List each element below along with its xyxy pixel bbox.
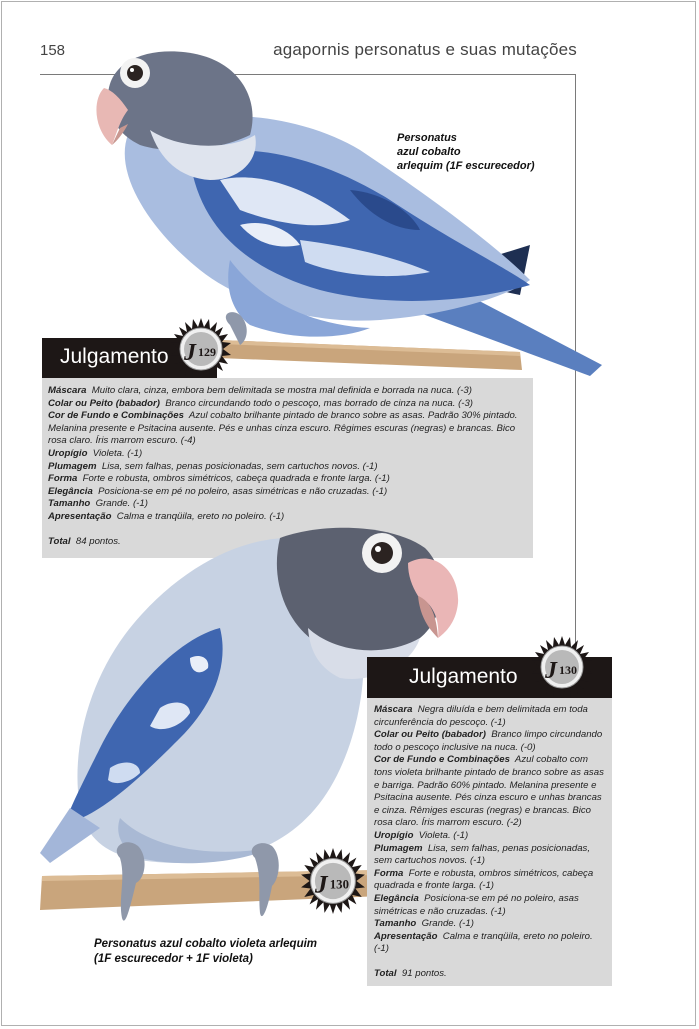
criterion-label: Cor de Fundo e Combinações — [374, 754, 510, 766]
criterion — [374, 931, 606, 956]
bird2-badge-stamp — [531, 636, 593, 698]
criterion-label: Uropígio — [48, 447, 88, 459]
badge-number: 130 — [329, 877, 349, 892]
bird2-caption-line: Personatus azul cobalto violeta arlequim — [94, 938, 318, 950]
criterion-text: Forte e robusta, ombros simétricos, cabeça quadrada e fronte larga. (-1) — [374, 867, 594, 892]
criterion-label: Máscara — [48, 385, 87, 396]
total-label: Total — [48, 535, 71, 547]
criterion-text: Violeta. (-1) — [418, 829, 469, 841]
bird2-photo-badge-stamp — [300, 848, 366, 914]
criterion-text: Branco limpo circundando todo o pescoço inclusive na nuca. (-0) — [374, 729, 603, 753]
total-label: Total — [374, 967, 397, 979]
criterion-label: Elegância — [48, 485, 93, 497]
bird1-photo — [90, 40, 610, 385]
criterion-text: Forte e robusta, ombros simétricos, cabeça quadrada e fronte larga. (-1) — [82, 473, 390, 485]
running-title: agapornis personatus e suas mutações — [273, 40, 577, 59]
criterion — [374, 830, 606, 843]
badge-number: 129 — [198, 345, 216, 359]
criterion — [48, 398, 527, 411]
criterion-label: Plumagem — [374, 842, 423, 854]
criterion — [374, 704, 606, 729]
criterion-text: Lisa, sem falhas, penas posicionadas, sem cartuchos novos. (-1) — [374, 842, 590, 867]
criterion — [48, 448, 527, 461]
criterion-text: Calma e tranqüila, ereto no poleiro. (-1) — [116, 510, 285, 522]
criterion-label: Colar ou Peito (babador) — [48, 397, 160, 409]
badge-letter: J — [184, 340, 196, 366]
criterion — [374, 754, 606, 830]
criterion-text: Grande. (-1) — [421, 918, 474, 930]
criterion-label: Tamanho — [374, 918, 417, 930]
bird1-caption-line: azul cobalto — [397, 146, 461, 158]
total-score — [374, 968, 606, 981]
badge-number: 130 — [559, 663, 577, 677]
criterion — [48, 385, 527, 398]
criterion-label: Forma — [374, 867, 404, 879]
badge-letter: J — [545, 658, 557, 684]
total-value: 84 pontos. — [75, 535, 121, 547]
page-number: 158 — [40, 42, 66, 59]
criterion — [374, 729, 606, 754]
criterion — [48, 473, 527, 486]
bird1-caption-line: Personatus — [397, 132, 457, 144]
criterion — [374, 868, 606, 893]
criterion-text: Lisa, sem falhas, penas posicionadas, sem cartuchos novos. (-1) — [101, 460, 378, 472]
criterion-text: Azul cobalto com tons violeta brilhante pintado de branco sobre as asas e barriga. Padrão 60% pintado. Melanina presente e Psitacina ausente. Pés cinza escuro e unhas brancas e cinza. Rêmiges escuras (negras) e brancas. Bico rosa claro. Íris marrom escuro. (-2) — [374, 754, 604, 829]
bird2-caption-line: (1F escurecedor + 1F violeta) — [94, 953, 253, 965]
criterion — [48, 486, 527, 499]
criterion — [48, 498, 527, 511]
criterion-label: Tamanho — [48, 498, 91, 510]
criterion-label: Máscara — [374, 704, 413, 715]
criterion — [374, 893, 606, 918]
criterion — [374, 843, 606, 868]
criterion-label: Uropígio — [374, 829, 414, 841]
criterion-label: Forma — [48, 473, 78, 485]
total-value: 91 pontos. — [401, 967, 447, 979]
criterion-label: Elegância — [374, 892, 419, 904]
criterion-text: Posiciona-se em pé no poleiro, asas simétricas e não cruzadas. (-1) — [374, 892, 579, 917]
bird1-caption-line: arlequim (1F escurecedor) — [397, 160, 535, 172]
judging-title: Julgamento — [409, 665, 518, 688]
criterion-label: Apresentação — [374, 930, 438, 942]
criterion-text: Violeta. (-1) — [92, 447, 143, 459]
criterion-text: Branco circundando todo o pescoço, mas borrado de cinza na nuca. (-3) — [165, 397, 473, 409]
criterion-text: Grande. (-1) — [95, 498, 148, 510]
criterion — [374, 918, 606, 931]
criterion-text: Calma e tranqüila, ereto no poleiro. (-1) — [374, 930, 593, 955]
criterion-label: Apresentação — [48, 510, 112, 522]
criterion-label: Colar ou Peito (babador) — [374, 729, 486, 741]
bird1-caption — [397, 131, 535, 173]
criterion-text: Azul cobalto brilhante pintado de branco sobre as asas. Padrão 30% pintado. Melanina presente e Psitacina ausente. Pés e unhas cinza escuro. Rêgimes escuras (negras) e brancas. Bico rosa claro. Íris marrom escuro. (-4) — [48, 410, 518, 447]
bird1-badge-stamp — [170, 318, 232, 380]
judging-title: Julgamento — [60, 345, 169, 368]
criterion-text: Muito clara, cinza, embora bem delimitada se mostra mal definida e borrada na nuca. (-3) — [91, 385, 472, 396]
criterion — [48, 461, 527, 474]
criterion-label: Plumagem — [48, 460, 97, 472]
criterion-label: Cor de Fundo e Combinações — [48, 410, 184, 422]
bird2-caption — [94, 937, 317, 967]
criterion-text: Negra diluída e bem delimitada em toda circunferência do pescoço. (-1) — [374, 704, 588, 728]
bird2-judging-panel — [367, 698, 612, 986]
criterion — [48, 410, 527, 448]
badge-letter: J — [314, 869, 328, 899]
criterion-text: Posiciona-se em pé no poleiro, asas simétricas e não cruzadas. (-1) — [98, 485, 388, 497]
